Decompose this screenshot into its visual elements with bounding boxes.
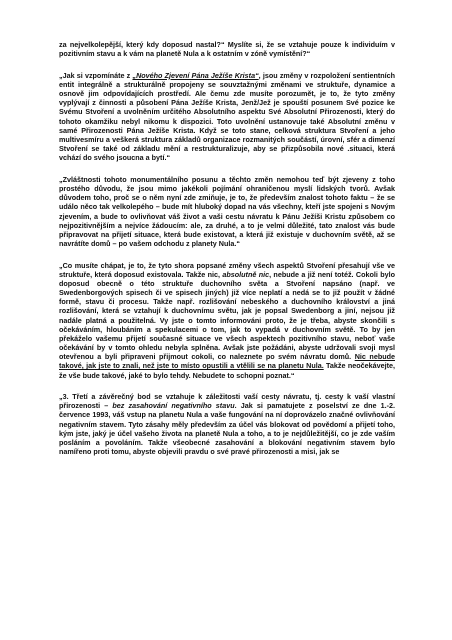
document-page — [59, 40, 395, 469]
text-segment: za nejvelkolepější, který kdy doposud nastal?“ Myslíte si, že se vztahuje pouze k individuím v pozitivním stavu a k vám na planetě Nula a k ostatním v zóně vymístění?“ — [59, 40, 395, 59]
paragraph — [59, 392, 395, 456]
paragraph — [59, 261, 395, 380]
text-segment: Nic nebude takové, jak jste to znali, než jste to místo opustili a vtělili se na planetu Nula. — [59, 352, 395, 371]
text-segment: „Nového Zjevení Pána Ježíše Krista“ — [132, 70, 259, 80]
text-segment: bez zasahování negativního stavu — [112, 401, 235, 411]
paragraph — [59, 40, 395, 58]
text-segment: Takže neočekávejte, že vše bude takové, jaké to bylo tehdy. Nebudete to schopni poznat.“ — [59, 361, 395, 380]
text-segment: „Jak si vzpomínáte z — [59, 70, 133, 80]
text-segment: „3. Třetí a závěrečný bod se vztahuje k záležitosti vaší cesty návratu, tj. cesty k vaší vlastní přirozenosti – — [59, 392, 395, 411]
paragraph — [59, 71, 395, 163]
text-segment: . Jak si pamatujete z poselství ze dne 1.-2. července 1993, váš vstup na planetu Nula a vaše fungování na ní doprovázelo značné ovlivňování negativním stavem. Tyto zásahy měly především za účel vás blokovat od povědomí a přijetí toho, kým jste, jaký je účel vašeho života na planetě Nula a toho, a to je nejdůležitější, co je zde vaším posláním a povoláním. Takže všeobecné zasahování a blokování negativním stavem bylo namířeno proti tomu, abyste objevili pravdu o své pravé přirozenosti a misi, jak se — [59, 401, 395, 457]
text-segment: „Co musíte chápat, je to, že tyto shora popsané změny všech aspektů Stvoření přesahují vše ve struktuře, která doposud existovala. Takže nic, — [59, 260, 395, 279]
text-segment: absolutně nic — [222, 269, 270, 279]
text-segment: , nebude a již není totéž. Cokoli bylo doposud obecně o této struktuře duchovního světa a Stvoření napsáno (např. ve Swedenborgových spisech či ve spisech jiných) již více neplatí a nedá se to již použít v žádné formě, stavu či procesu. Takže např. rozlišování nebeského a duchovního království a jiná rozlišování, která se vztahují k duchovnímu světu, jak je popsal Swedenborg a jiní, nejsou již nadále platná a použitelná. Vy jste o tomto informováni proto, že je třeba, abyste skončili s očekáváním, hloubáním a spekulacemi o tom, jak to vypadá v duchovním světě. To by jen překáželo vašemu přijetí současné situace ve všech aspektech pozitivního stavu, neboť vaše očekávání by v tomto ohledu nebyla splněna. Avšak jste požádáni, abyste udržovali svoji mysl otevřenou a byli připraveni přijmout cokoli, co naleznete po svém návratu domů. — [59, 269, 395, 362]
text-segment: „Zvláštnosti tohoto monumentálního posunu a těchto změn nemohou teď být zjeveny z toho prostého důvodu, že jsou mimo jakékoli pojímání ohraničenou myslí lidských tvorů. Avšak důvodem toho, proč se o něm nyní zde zmiňuje, je to, že především znalost tohoto faktu – že se událo něco tak velkolepého – bude mít hluboký dopad na vás všechny, kteří jste spojeni s Novým zjevením, a bude to ovlivňovat váš život a vaši cestu návratu k Pánu Ježíši Kristu způsobem co nejpozitivnějším a nejvíce žádoucím: ale, za druhé, a to je velmi důležité, tato znalost vás bude připravovat na přijetí situace, která bude existovat, a která již existuje v duchovním světě, až se navrátíte domů – po vašem odchodu z planety Nula.“ — [59, 174, 395, 248]
paragraph — [59, 175, 395, 248]
text-segment: , jsou změny v rozpoložení sentientních entit integrálně a strukturálně propojeny se souvztažnými změnami ve struktuře, dynamice a osnově jim odpovídajících prostředí. Ale čemu zde musíte porozumět, je to, že tyto změny vyplývají z činnosti a působení Pána Ježíše Krista, Jenž/Jež je spouští posunem Své pozice ke Svému Stvoření a uvolněním určitého Absolutního aspektu Své Absolutní Přirozenosti, který do tohoto okamžiku nebyl nikomu k dispozici. Toto uvolnění ustanovuje také Absolutní změnu v samé Přirozenosti Pána Ježíše Krista. Když se toto stane, celková struktura Stvoření a jeho multivesmíru a veškerá struktura základů organizace rozmanitých součástí, úrovní, sfér a dimenzí Stvoření se také od základu mění a restrukturalizuje, aby se přizpůsobila nové .situaci, která vchází do svého jsoucna a bytí.“ — [59, 70, 396, 163]
